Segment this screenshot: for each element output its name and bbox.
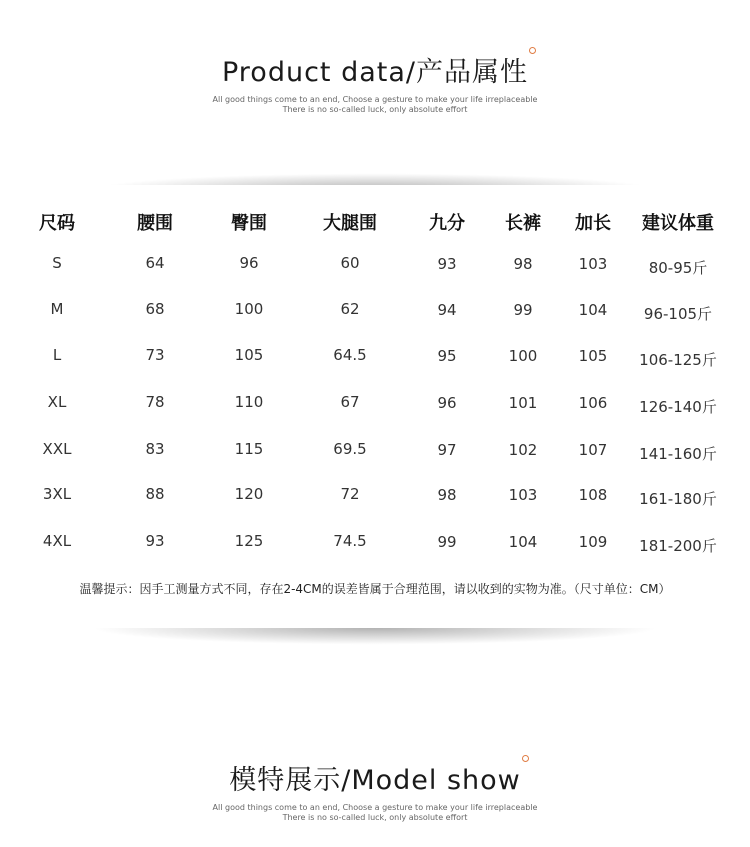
table-cell: 62 — [340, 300, 360, 318]
table-cell: 64 — [145, 254, 165, 272]
table-cell: 69.5 — [333, 440, 367, 458]
table-cell: 88 — [145, 485, 165, 503]
table-cell: 74.5 — [333, 532, 367, 550]
table-cell: XL — [47, 393, 67, 411]
table-cell: 107 — [578, 441, 608, 459]
table-cell: 103 — [508, 486, 538, 504]
table-cell: 100 — [234, 300, 264, 318]
product-subtitle-line2: There is no so-called luck, only absolute effort — [282, 105, 468, 114]
table-cell: 97 — [437, 441, 457, 459]
accent-dot-icon — [522, 755, 529, 762]
table-cell: 96-105斤 — [643, 305, 713, 323]
table-cell: L — [52, 346, 62, 364]
table-cell: 104 — [578, 301, 608, 319]
table-cell: 60 — [340, 254, 360, 272]
table-cell: 110 — [234, 393, 264, 411]
column-header: 长裤 — [505, 213, 541, 234]
table-cell: 99 — [437, 533, 457, 551]
column-header: 九分 — [429, 213, 465, 234]
table-cell: 67 — [340, 393, 360, 411]
table-cell: 161-180斤 — [639, 490, 717, 508]
model-subtitle-line2: There is no so-called luck, only absolute effort — [282, 813, 468, 822]
table-cell: 98 — [437, 486, 457, 504]
table-cell: S — [52, 254, 62, 272]
table-cell: 73 — [145, 346, 165, 364]
table-cell: 3XL — [42, 485, 72, 503]
product-data-title: Product data/产品属性 — [222, 50, 528, 89]
table-cell: 125 — [234, 532, 264, 550]
model-subtitle-line1: All good things come to an end, Choose a gesture to make your life irreplaceable — [212, 803, 538, 812]
accent-dot-icon — [529, 47, 536, 54]
table-cell: 101 — [508, 394, 538, 412]
table-cell: 83 — [145, 440, 165, 458]
table-cell: 96 — [239, 254, 259, 272]
table-cell: 126-140斤 — [639, 398, 717, 416]
column-header: 建议体重 — [642, 213, 714, 234]
measurement-note: 温馨提示：因手工测量方式不同，存在2-4CM的误差皆属于合理范围，请以收到的实物为准。（尺寸单位：CM） — [79, 582, 671, 596]
table-cell: 181-200斤 — [639, 537, 717, 555]
table-cell: 99 — [513, 301, 533, 319]
table-cell: 4XL — [42, 532, 72, 550]
product-data-heading — [0, 50, 750, 115]
column-header: 臀围 — [231, 213, 267, 234]
table-cell: 93 — [145, 532, 165, 550]
table-cell: 98 — [513, 255, 533, 273]
table-cell: 106 — [578, 394, 608, 412]
table-cell: 109 — [578, 533, 608, 551]
table-cell: 106-125斤 — [639, 351, 717, 369]
column-header: 尺码 — [39, 213, 75, 234]
column-header: 加长 — [575, 213, 611, 234]
table-cell: 80-95斤 — [648, 259, 708, 277]
table-cell: 78 — [145, 393, 165, 411]
table-cell: 100 — [508, 347, 538, 365]
table-cell: 104 — [508, 533, 538, 551]
table-cell: 95 — [437, 347, 457, 365]
table-cell: 68 — [145, 300, 165, 318]
table-cell: 96 — [437, 394, 457, 412]
table-cell: 102 — [508, 441, 538, 459]
table-cell: 108 — [578, 486, 608, 504]
model-show-title: 模特展示/Model show — [229, 758, 521, 797]
product-subtitle-line1: All good things come to an end, Choose a gesture to make your life irreplaceable — [212, 95, 538, 104]
table-cell: 93 — [437, 255, 457, 273]
table-cell: 105 — [578, 347, 608, 365]
table-cell: 105 — [234, 346, 264, 364]
table-cell: XXL — [42, 440, 72, 458]
table-cell: 103 — [578, 255, 608, 273]
table-cell: 72 — [340, 485, 360, 503]
table-cell: 94 — [437, 301, 457, 319]
model-show-heading — [0, 758, 750, 823]
table-cell: 64.5 — [333, 346, 367, 364]
column-header: 腰围 — [137, 213, 173, 234]
table-cell: M — [50, 300, 64, 318]
bottom-shadow-divider — [0, 628, 750, 650]
column-header: 大腿围 — [323, 213, 377, 234]
size-table-panel — [0, 185, 750, 628]
table-cell: 120 — [234, 485, 264, 503]
table-cell: 115 — [234, 440, 264, 458]
table-cell: 141-160斤 — [639, 445, 717, 463]
